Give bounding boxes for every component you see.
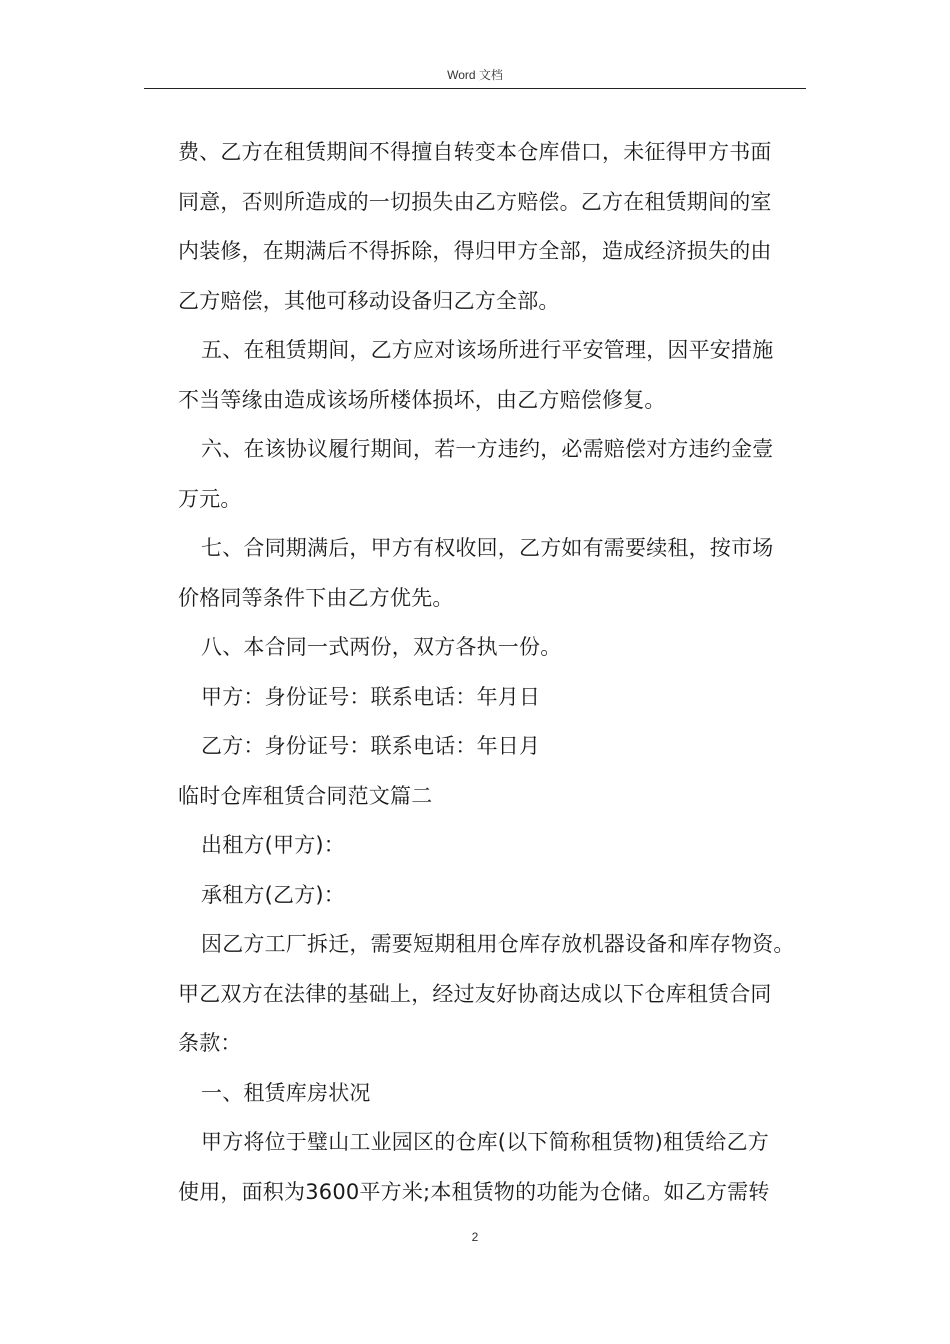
paragraph-line: 六、在该协议履行期间，若一方违约，必需赔偿对方违约金壹 [201, 437, 774, 461]
paragraph-line: 八、本合同一式两份，双方各执一份。 [201, 635, 562, 659]
paragraph-line: 因乙方工厂拆迁，需要短期租用仓库存放机器设备和库存物资。 [201, 932, 795, 956]
paragraph-line: 乙方：身份证号：联系电话：年日月 [201, 734, 541, 758]
header-title: Word 文档 [447, 68, 503, 82]
paragraph-line: 价格同等条件下由乙方优先。 [178, 585, 454, 610]
paragraph-line: 费、乙方在租赁期间不得擅自转变本仓库借口，未征得甲方书面 [178, 140, 772, 164]
paragraph-line: 承租方(乙方)： [201, 882, 345, 907]
paragraph-line: 五、在租赁期间，乙方应对该场所进行平安管理，因平安措施 [201, 338, 774, 362]
paragraph-line: 使用，面积为3600平方米;本租赁物的功能为仓储。如乙方需转 [178, 1179, 770, 1204]
paragraph-line: 内装修，在期满后不得拆除，得归甲方全部，造成经济损失的由 [178, 239, 772, 263]
paragraph-line: 乙方赔偿，其他可移动设备归乙方全部。 [178, 288, 560, 313]
paragraph-line: 甲乙双方在法律的基础上，经过友好协商达成以下仓库租赁合同 [178, 981, 772, 1006]
page-number: 2 [471, 1230, 479, 1244]
header-rule [144, 88, 806, 89]
paragraph-line: 条款： [178, 1031, 242, 1055]
paragraph-line: 出租方(甲方)： [201, 833, 345, 857]
paragraph-line: 同意，否则所造成的一切损失由乙方赔偿。乙方在租赁期间的室 [178, 189, 772, 214]
document-body [178, 128, 795, 1217]
paragraph-line: 万元。 [178, 486, 242, 511]
paragraph-line: 七、合同期满后，甲方有权收回，乙方如有需要续租，按市场 [201, 536, 774, 560]
section-heading: 临时仓库租赁合同范文篇二 [178, 783, 433, 808]
paragraph-line: 不当等缘由造成该场所楼体损坏，由乙方赔偿修复。 [178, 387, 666, 412]
paragraph-line: 甲方：身份证号：联系电话：年月日 [201, 684, 541, 709]
paragraph-line: 甲方将位于璧山工业园区的仓库(以下简称租赁物)租赁给乙方 [201, 1130, 769, 1154]
paragraph-line: 一、租赁库房状况 [201, 1080, 371, 1105]
